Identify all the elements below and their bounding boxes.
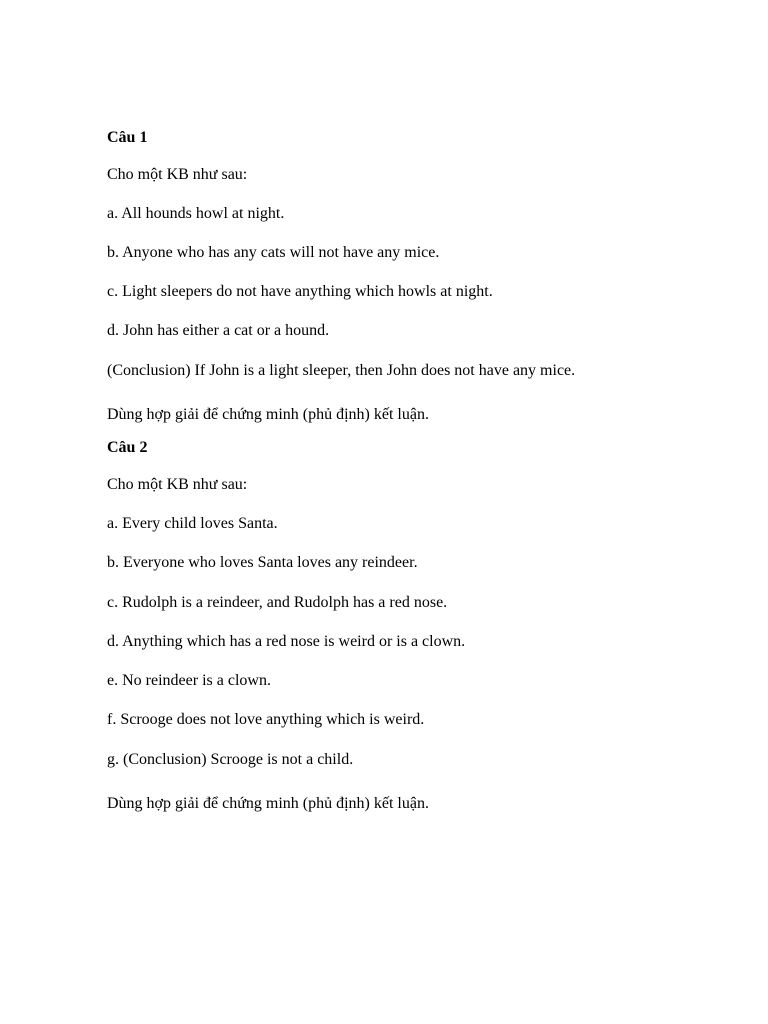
question-2-item-c: c. Rudolph is a reindeer, and Rudolph has a red nose. (107, 594, 448, 611)
question-2-item-b: b. Everyone who loves Santa loves any reindeer. (107, 554, 418, 571)
question-2-intro: Cho một KB như sau: (107, 476, 248, 493)
question-1-item-c: c. Light sleepers do not have anything which howls at night. (107, 283, 493, 300)
question-2-task: Dùng hợp giải để chứng minh (phủ định) kết luận. (107, 795, 429, 812)
question-2-item-d: d. Anything which has a red nose is weird or is a clown. (107, 633, 466, 650)
question-2-item-f: f. Scrooge does not love anything which is weird. (107, 711, 425, 728)
question-1-item-d: d. John has either a cat or a hound. (107, 322, 330, 339)
question-2-conclusion: g. (Conclusion) Scrooge is not a child. (107, 751, 354, 768)
question-2-item-a: a. Every child loves Santa. (107, 515, 278, 532)
question-2-title: Câu 2 (107, 439, 148, 456)
question-1-title: Câu 1 (107, 129, 148, 146)
question-2-item-e: e. No reindeer is a clown. (107, 672, 271, 689)
question-1-conclusion: (Conclusion) If John is a light sleeper, then John does not have any mice. (107, 362, 576, 379)
question-1-task: Dùng hợp giải để chứng minh (phủ định) kết luận. (107, 406, 429, 423)
question-1-intro: Cho một KB như sau: (107, 166, 248, 183)
question-1-item-b: b. Anyone who has any cats will not have any mice. (107, 244, 440, 261)
question-1-item-a: a. All hounds howl at night. (107, 205, 285, 222)
